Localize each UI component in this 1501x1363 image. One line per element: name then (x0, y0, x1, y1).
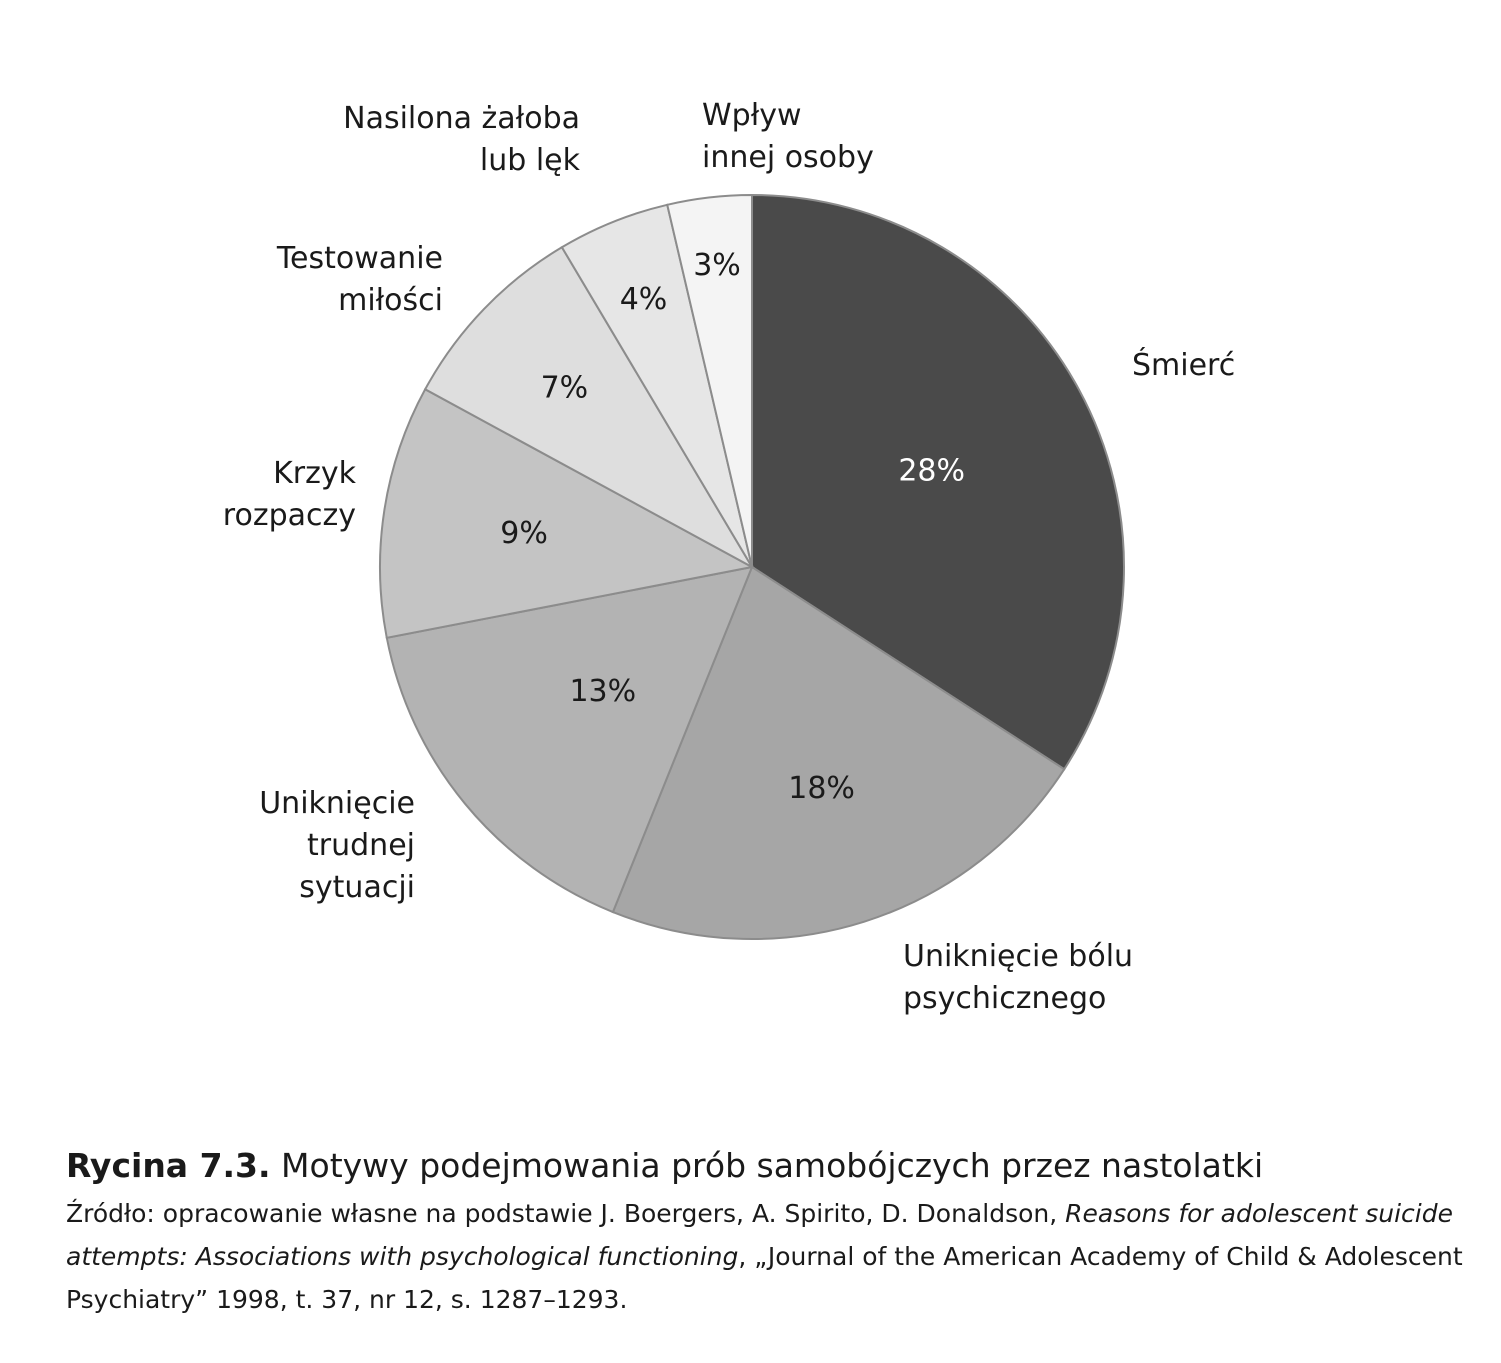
category-label-line: trudnej (307, 828, 415, 863)
caption-title (66, 1140, 1466, 1192)
category-label-line: Uniknięcie bólu (903, 939, 1134, 974)
caption-title-text: Motywy podejmowania prób samobójczych przez nastolatki (270, 1146, 1264, 1185)
value-label-nasilona-zaloba-lub-lek: 4% (619, 281, 668, 317)
category-label-line: Wpływ (702, 98, 802, 133)
category-label-line: Uniknięcie (259, 786, 415, 821)
value-label-unikniecie-trudnej-sytuacji: 13% (569, 674, 637, 710)
category-label-wplyw-innej-osoby (702, 98, 874, 175)
source-suffix: , „Journal of the American Academy of Child & Adolescent Psychiatry” 1998, t. 37, nr 12, s. 1287–1293. (66, 1242, 1463, 1314)
category-label-line: Krzyk (273, 456, 356, 491)
category-label-testowanie-milosci (276, 241, 443, 318)
category-label-line: lub lęk (479, 143, 580, 178)
figure-caption (66, 1140, 1466, 1321)
category-label-line: miłości (338, 283, 443, 318)
source-article-title: Reasons for adolescent suicide attempts: Associations with psychological functioning (66, 1199, 1453, 1271)
category-label-smierc (1132, 346, 1235, 383)
category-label-line: Testowanie (276, 241, 443, 276)
category-label-krzyk-rozpaczy (223, 456, 357, 533)
value-label-testowanie-milosci: 7% (540, 370, 589, 406)
category-label-line: rozpaczy (222, 498, 356, 533)
value-label-wplyw-innej-osoby: 3% (693, 248, 741, 283)
category-label-line: Śmierć (1132, 348, 1236, 383)
pie-slices (380, 195, 1124, 939)
category-label-line: psychicznego (903, 981, 1107, 1016)
source-prefix: Źródło: opracowanie własne na podstawie J. Boergers, A. Spirito, D. Donaldson, (66, 1199, 1066, 1228)
category-label-nasilona-zaloba-lub-lek (343, 101, 580, 178)
category-label-unikniecie-trudnej-sytuacji (259, 786, 415, 905)
value-label-smierc: 28% (898, 453, 966, 489)
category-label-line: sytuacji (299, 870, 415, 905)
category-label-line: Nasilona żałoba (343, 101, 580, 136)
value-label-unikniecie-bolu-psychicznego: 18% (788, 770, 855, 806)
category-label-line: innej osoby (702, 140, 874, 175)
value-label-krzyk-rozpaczy: 9% (500, 515, 548, 551)
category-label-unikniecie-bolu-psychicznego (903, 939, 1133, 1016)
caption-source (66, 1192, 1466, 1321)
caption-figure-number: Rycina 7.3. (66, 1146, 271, 1185)
